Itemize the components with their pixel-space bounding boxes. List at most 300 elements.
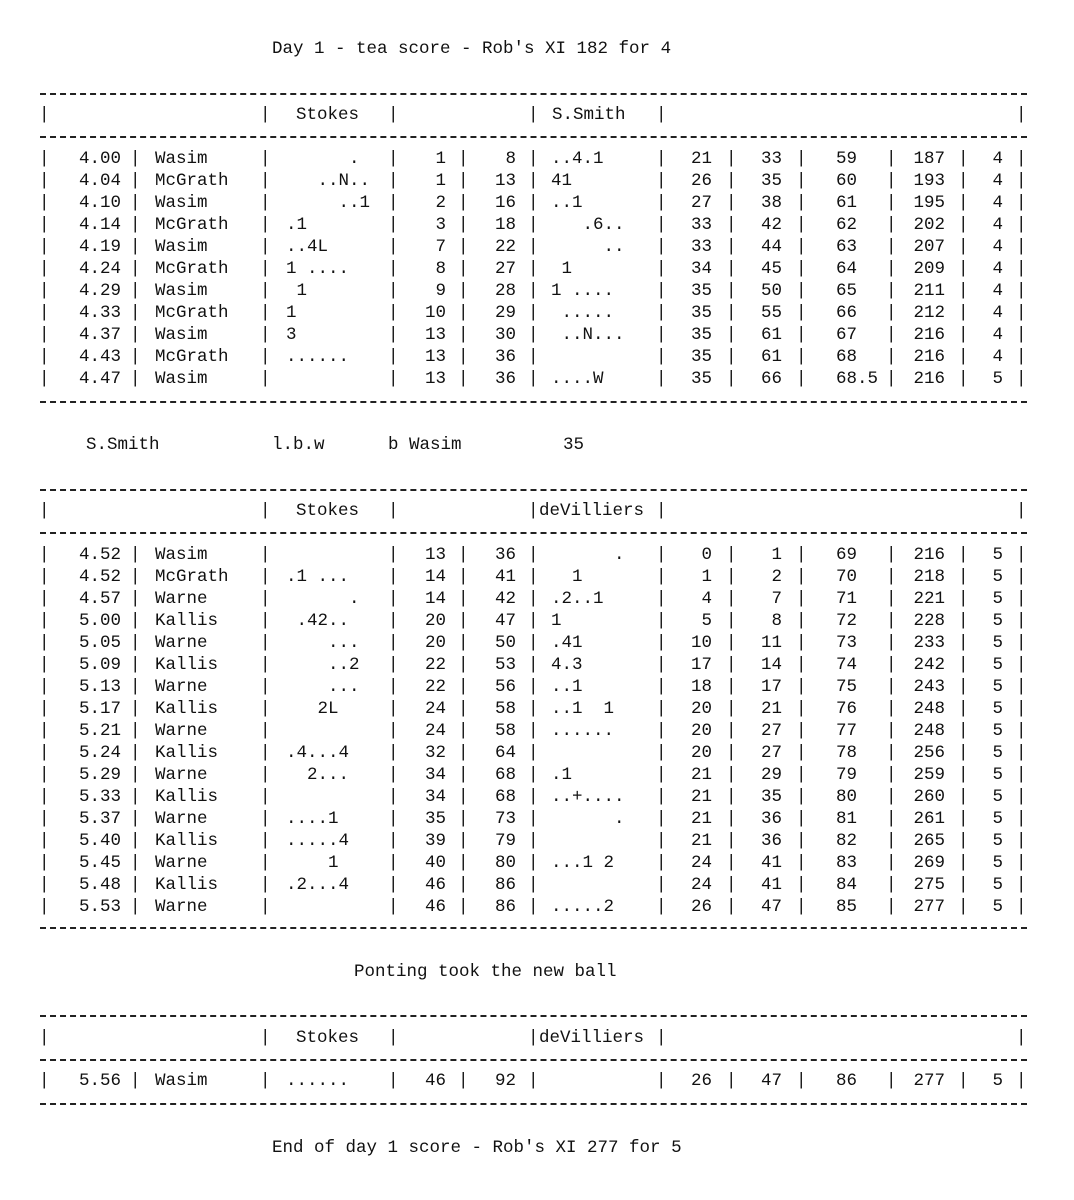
column-separator: | [656, 281, 667, 301]
new-ball-note: Ponting took the new ball [354, 962, 617, 982]
column-separator: | [958, 369, 969, 389]
column-separator: | [458, 545, 469, 565]
cell: 4 [992, 303, 1003, 323]
left-batter-name: Stokes [296, 105, 360, 125]
cell: Wasim [155, 369, 208, 389]
cell: .1 ... [286, 567, 350, 587]
column-separator: | [958, 611, 969, 631]
column-separator: | [1016, 699, 1027, 719]
cell: 36 [760, 809, 782, 829]
table-header-rule [40, 1059, 1027, 1061]
column-separator: | [528, 677, 539, 697]
table-row [0, 698, 1074, 720]
column-separator: | [796, 303, 807, 323]
cell: 7 [771, 589, 782, 609]
column-separator: | [458, 611, 469, 631]
cell: 216 [913, 325, 945, 345]
column-separator: | [130, 787, 141, 807]
cell: 1 [286, 303, 297, 323]
column-separator: | [796, 325, 807, 345]
cell: 5 [701, 611, 712, 631]
column-separator: | [656, 171, 667, 191]
column-separator: | [39, 677, 50, 697]
column-separator: | [726, 897, 737, 917]
cell: Warne [155, 809, 208, 829]
cell: 1 [551, 567, 583, 587]
column-separator: | [528, 501, 539, 521]
cell: 24 [690, 875, 712, 895]
cell: Wasim [155, 545, 208, 565]
cell: 21 [690, 149, 712, 169]
column-separator: | [796, 611, 807, 631]
cell: McGrath [155, 347, 229, 367]
column-separator: | [656, 633, 667, 653]
column-separator: | [39, 721, 50, 741]
cell: ..1 1 [551, 699, 615, 719]
column-separator: | [458, 809, 469, 829]
cell: 187 [913, 149, 945, 169]
column-separator: | [528, 325, 539, 345]
column-separator: | [39, 215, 50, 235]
column-separator: | [958, 765, 969, 785]
cell: .. [551, 237, 625, 257]
cell: 67 [836, 325, 858, 345]
column-separator: | [528, 853, 539, 873]
column-separator: | [796, 721, 807, 741]
cell: 5 [992, 743, 1003, 763]
cell: . [286, 589, 360, 609]
column-separator: | [656, 875, 667, 895]
column-separator: | [1016, 259, 1027, 279]
column-separator: | [260, 589, 271, 609]
column-separator: | [39, 545, 50, 565]
cell: ...... [286, 1071, 350, 1091]
cell: 27 [760, 743, 782, 763]
column-separator: | [958, 655, 969, 675]
cell: Wasim [155, 281, 208, 301]
column-separator: | [796, 281, 807, 301]
column-separator: | [726, 765, 737, 785]
column-separator: | [388, 699, 399, 719]
table-row [0, 324, 1074, 346]
cell: 35 [690, 369, 712, 389]
column-separator: | [528, 589, 539, 609]
cell: 17 [760, 677, 782, 697]
cell: 14 [424, 567, 446, 587]
column-separator: | [796, 369, 807, 389]
cell: 34 [424, 787, 446, 807]
column-separator: | [958, 699, 969, 719]
column-separator: | [39, 787, 50, 807]
column-separator: | [130, 237, 141, 257]
cell: 61 [760, 325, 782, 345]
cell: 4.57 [78, 589, 121, 609]
column-separator: | [726, 655, 737, 675]
column-separator: | [388, 193, 399, 213]
column-separator: | [726, 589, 737, 609]
cell: 62 [836, 215, 858, 235]
cell: ..1 [286, 193, 371, 213]
column-separator: | [1016, 237, 1027, 257]
column-separator: | [130, 369, 141, 389]
column-separator: | [958, 831, 969, 851]
column-separator: | [1016, 171, 1027, 191]
column-separator: | [726, 193, 737, 213]
column-separator: | [886, 787, 897, 807]
column-separator: | [39, 325, 50, 345]
column-separator: | [1016, 655, 1027, 675]
cell: 275 [913, 875, 945, 895]
cell: 1 [551, 259, 573, 279]
table-row [0, 764, 1074, 786]
table-header [0, 1027, 1074, 1049]
cell: 4 [992, 237, 1003, 257]
column-separator: | [796, 567, 807, 587]
column-separator: | [39, 699, 50, 719]
column-separator: | [458, 149, 469, 169]
column-separator: | [528, 237, 539, 257]
cell: 4.47 [78, 369, 121, 389]
cell: ... [286, 633, 360, 653]
column-separator: | [39, 875, 50, 895]
column-separator: | [528, 105, 539, 125]
column-separator: | [958, 809, 969, 829]
table-row [0, 302, 1074, 324]
cell: McGrath [155, 567, 229, 587]
table-row [0, 896, 1074, 918]
column-separator: | [886, 765, 897, 785]
cell: 4.52 [78, 545, 121, 565]
column-separator: | [1016, 193, 1027, 213]
cell: 66 [836, 303, 858, 323]
column-separator: | [39, 281, 50, 301]
column-separator: | [458, 347, 469, 367]
column-separator: | [388, 787, 399, 807]
table-row [0, 786, 1074, 808]
cell: 42 [760, 215, 782, 235]
column-separator: | [528, 831, 539, 851]
cell: 35 [760, 787, 782, 807]
cell: 64 [494, 743, 516, 763]
cell: Kallis [155, 611, 219, 631]
cell: 1 [435, 149, 446, 169]
cell: 20 [690, 721, 712, 741]
cell: 277 [913, 1071, 945, 1091]
column-separator: | [528, 259, 539, 279]
table-row [0, 346, 1074, 368]
column-separator: | [726, 281, 737, 301]
cell: 22 [494, 237, 516, 257]
column-separator: | [796, 237, 807, 257]
column-separator: | [528, 347, 539, 367]
column-separator: | [796, 589, 807, 609]
cell: .1 [551, 765, 573, 785]
column-separator: | [958, 237, 969, 257]
column-separator: | [388, 589, 399, 609]
cell: 4 [992, 171, 1003, 191]
cell: 4 [992, 193, 1003, 213]
column-separator: | [1016, 347, 1027, 367]
table-row [0, 874, 1074, 896]
column-separator: | [388, 831, 399, 851]
column-separator: | [796, 545, 807, 565]
column-separator: | [388, 567, 399, 587]
cell: Kallis [155, 831, 219, 851]
column-separator: | [1016, 897, 1027, 917]
cell: . [286, 149, 360, 169]
column-separator: | [656, 325, 667, 345]
column-separator: | [958, 1071, 969, 1091]
cell: 259 [913, 765, 945, 785]
cell: 27 [760, 721, 782, 741]
column-separator: | [260, 611, 271, 631]
cell: 24 [424, 699, 446, 719]
column-separator: | [528, 215, 539, 235]
column-separator: | [1016, 1028, 1027, 1048]
cell: Wasim [155, 237, 208, 257]
column-separator: | [958, 743, 969, 763]
table-row [0, 544, 1074, 566]
cell: . [551, 545, 625, 565]
column-separator: | [886, 281, 897, 301]
column-separator: | [726, 831, 737, 851]
cell: 58 [494, 721, 516, 741]
column-separator: | [528, 1028, 539, 1048]
column-separator: | [260, 325, 271, 345]
column-separator: | [796, 831, 807, 851]
cell: 81 [836, 809, 858, 829]
cell: 4.00 [78, 149, 121, 169]
column-separator: | [656, 501, 667, 521]
cell: 5 [992, 853, 1003, 873]
cell: 85 [836, 897, 858, 917]
column-separator: | [260, 347, 271, 367]
cell: 4.37 [78, 325, 121, 345]
table-row [0, 808, 1074, 830]
cell: 3 [286, 325, 297, 345]
column-separator: | [958, 853, 969, 873]
cell: 4 [701, 589, 712, 609]
cell: 5.13 [78, 677, 121, 697]
column-separator: | [726, 567, 737, 587]
column-separator: | [458, 325, 469, 345]
cell: 4 [992, 259, 1003, 279]
cell: 20 [424, 611, 446, 631]
column-separator: | [458, 787, 469, 807]
table-row [0, 214, 1074, 236]
column-separator: | [39, 655, 50, 675]
column-separator: | [1016, 545, 1027, 565]
table-bottom-rule [40, 1103, 1027, 1105]
column-separator: | [458, 281, 469, 301]
column-separator: | [130, 281, 141, 301]
column-separator: | [656, 193, 667, 213]
column-separator: | [458, 303, 469, 323]
column-separator: | [458, 193, 469, 213]
cell: 42 [494, 589, 516, 609]
column-separator: | [130, 853, 141, 873]
cell: ...... [551, 721, 615, 741]
cell: 16 [494, 193, 516, 213]
column-separator: | [39, 347, 50, 367]
cell: .....4 [286, 831, 350, 851]
column-separator: | [388, 237, 399, 257]
cell: 1 [551, 611, 562, 631]
cell: 18 [690, 677, 712, 697]
column-separator: | [39, 831, 50, 851]
column-separator: | [796, 875, 807, 895]
cell: .4...4 [286, 743, 350, 763]
column-separator: | [886, 897, 897, 917]
cell: 10 [424, 303, 446, 323]
column-separator: | [528, 545, 539, 565]
column-separator: | [458, 369, 469, 389]
cell: 45 [760, 259, 782, 279]
wicket-batter: S.Smith [86, 435, 160, 455]
cell: McGrath [155, 259, 229, 279]
column-separator: | [656, 743, 667, 763]
cell: 5 [992, 567, 1003, 587]
column-separator: | [528, 193, 539, 213]
cell: 5 [992, 677, 1003, 697]
cell: 36 [760, 831, 782, 851]
column-separator: | [39, 171, 50, 191]
column-separator: | [388, 875, 399, 895]
table-row [0, 654, 1074, 676]
column-separator: | [458, 237, 469, 257]
column-separator: | [656, 897, 667, 917]
cell: Warne [155, 765, 208, 785]
column-separator: | [886, 611, 897, 631]
column-separator: | [130, 1071, 141, 1091]
column-separator: | [388, 611, 399, 631]
cell: 47 [760, 897, 782, 917]
column-separator: | [726, 325, 737, 345]
cell: .1 [286, 215, 308, 235]
column-separator: | [130, 699, 141, 719]
column-separator: | [388, 721, 399, 741]
column-separator: | [1016, 281, 1027, 301]
column-separator: | [528, 787, 539, 807]
cell: 4 [992, 149, 1003, 169]
cell: 55 [760, 303, 782, 323]
cell: 5 [992, 787, 1003, 807]
cell: 41 [760, 853, 782, 873]
cell: 1 [435, 171, 446, 191]
cell: 218 [913, 567, 945, 587]
cell: ..4.1 [551, 149, 604, 169]
column-separator: | [458, 655, 469, 675]
column-separator: | [528, 303, 539, 323]
column-separator: | [796, 215, 807, 235]
column-separator: | [886, 237, 897, 257]
cell: 5.09 [78, 655, 121, 675]
cell: Wasim [155, 193, 208, 213]
cell: 269 [913, 853, 945, 873]
cell: ....W [551, 369, 604, 389]
table-row [0, 192, 1074, 214]
column-separator: | [656, 853, 667, 873]
column-separator: | [726, 611, 737, 631]
cell: 4 [992, 281, 1003, 301]
end-of-day-score: End of day 1 score - Rob's XI 277 for 5 [272, 1138, 682, 1158]
column-separator: | [260, 875, 271, 895]
table-header-rule [40, 136, 1027, 138]
cell: 33 [760, 149, 782, 169]
column-separator: | [656, 1028, 667, 1048]
cell: 27 [690, 193, 712, 213]
cell: 41 [551, 171, 573, 191]
cell: 195 [913, 193, 945, 213]
column-separator: | [886, 721, 897, 741]
cell: 24 [424, 721, 446, 741]
cell: 5 [992, 699, 1003, 719]
column-separator: | [656, 149, 667, 169]
page-title: Day 1 - tea score - Rob's XI 182 for 4 [272, 39, 672, 59]
column-separator: | [260, 303, 271, 323]
column-separator: | [656, 237, 667, 257]
cell: Kallis [155, 655, 219, 675]
cell: 35 [690, 281, 712, 301]
cell: 243 [913, 677, 945, 697]
column-separator: | [1016, 743, 1027, 763]
cell: 5.45 [78, 853, 121, 873]
cell: 21 [690, 765, 712, 785]
column-separator: | [388, 633, 399, 653]
cell: 84 [836, 875, 858, 895]
column-separator: | [39, 501, 50, 521]
cell: 21 [690, 787, 712, 807]
column-separator: | [656, 259, 667, 279]
column-separator: | [726, 545, 737, 565]
column-separator: | [130, 897, 141, 917]
column-separator: | [130, 655, 141, 675]
column-separator: | [388, 303, 399, 323]
cell: 53 [494, 655, 516, 675]
cell: .2..1 [551, 589, 604, 609]
column-separator: | [458, 215, 469, 235]
cell: 248 [913, 721, 945, 741]
table-header [0, 104, 1074, 126]
cell: 74 [836, 655, 858, 675]
cell: 35 [424, 809, 446, 829]
cell: 73 [836, 633, 858, 653]
column-separator: | [726, 677, 737, 697]
column-separator: | [260, 369, 271, 389]
column-separator: | [458, 831, 469, 851]
cell: 82 [836, 831, 858, 851]
table-bottom-rule [40, 401, 1027, 403]
column-separator: | [796, 853, 807, 873]
cell: 5.17 [78, 699, 121, 719]
column-separator: | [388, 347, 399, 367]
wicket-how: l.b.w [272, 435, 325, 455]
column-separator: | [528, 655, 539, 675]
cell: 35 [690, 347, 712, 367]
cell: 5.37 [78, 809, 121, 829]
column-separator: | [260, 149, 271, 169]
cell: ....1 [286, 809, 339, 829]
cell: 34 [690, 259, 712, 279]
column-separator: | [886, 193, 897, 213]
cell: 41 [760, 875, 782, 895]
column-separator: | [726, 171, 737, 191]
cell: 60 [836, 171, 858, 191]
cell: 5 [992, 369, 1003, 389]
table-top-rule [40, 93, 1027, 95]
cell: McGrath [155, 215, 229, 235]
column-separator: | [39, 809, 50, 829]
